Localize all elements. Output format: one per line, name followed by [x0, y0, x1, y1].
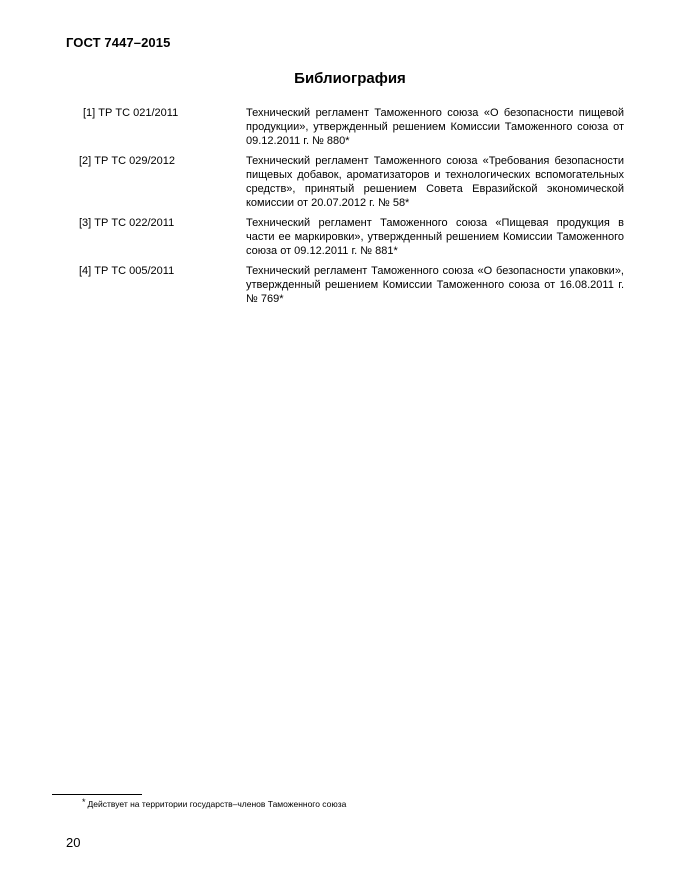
bibliography-text: Технический регламент Таможенного союза «О безопасности пищевой продукции», утвержденный решением Комиссии Таможенного союза от 09.12.2011 г. № 880*	[246, 107, 624, 147]
bibliography-ref: [2] ТР ТС 029/2012	[79, 155, 175, 167]
bibliography-text: Технический регламент Таможенного союза «Пищевая продукция в части ее маркировки», утвержденный решением Комиссии Таможенного союза от 09.12.2011 г. № 881*	[246, 217, 624, 257]
bibliography-entry	[66, 154, 624, 210]
bibliography-text: Технический регламент Таможенного союза «О безопасности упаковки», утвержденный решением Комиссии Таможенного союза от 16.08.2011 г. № 769*	[246, 265, 624, 305]
bibliography-ref: [3] ТР ТС 022/2011	[79, 217, 175, 229]
document-code: ГОСТ 7447–2015	[66, 35, 171, 50]
bibliography-entry	[66, 106, 624, 148]
bibliography-list	[66, 106, 624, 306]
bibliography-entry	[66, 216, 624, 258]
section-title: Библиография	[294, 70, 406, 87]
page-number: 20	[66, 835, 81, 850]
bibliography-text: Технический регламент Таможенного союза «Требования безопасности пищевых добавок, ароматизаторов и технологических вспомогательных средств», принятый решением Совета Евразийской экономической комиссии от 20.07.2012 г. № 58*	[246, 155, 624, 209]
footnote	[82, 799, 346, 810]
footnote-mark: *	[82, 797, 86, 807]
footnote-text: Действует на территории государств–членов Таможенного союза	[87, 799, 347, 809]
bibliography-ref: [1] ТР ТС 021/2011	[83, 107, 179, 119]
footnote-divider	[52, 794, 142, 795]
bibliography-ref: [4] ТР ТС 005/2011	[79, 265, 175, 277]
bibliography-entry	[66, 264, 624, 306]
